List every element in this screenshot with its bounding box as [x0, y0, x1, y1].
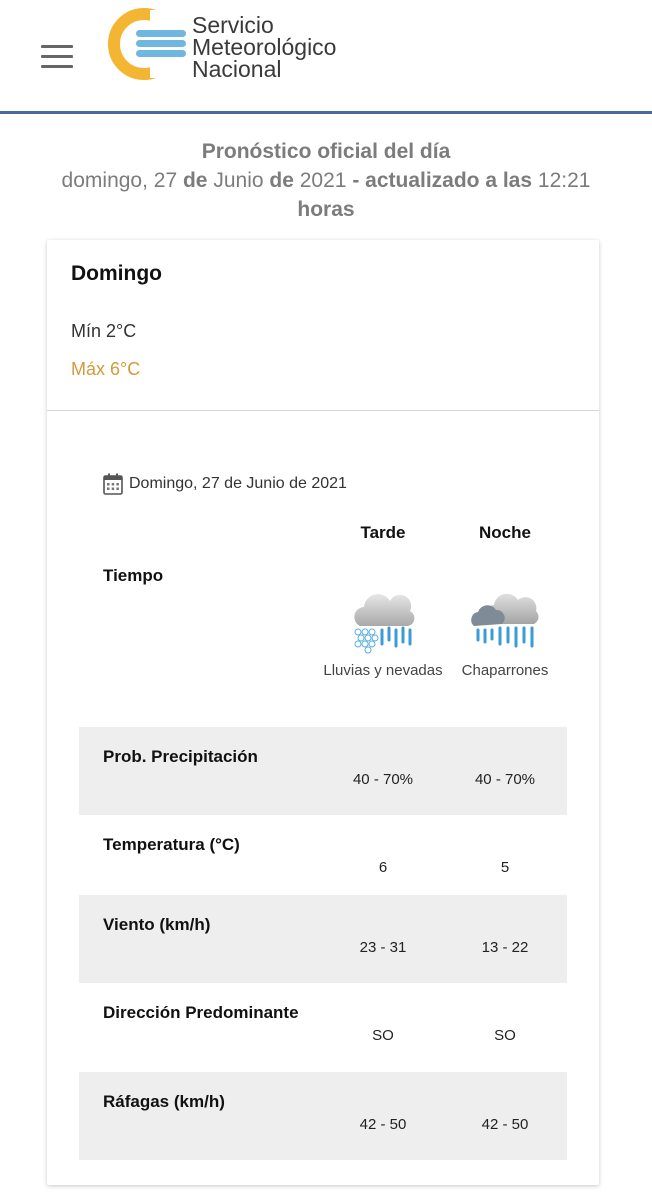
- row-value-noche: 5: [500, 859, 510, 876]
- row-value-noche: 42 - 50: [481, 1116, 529, 1133]
- row-value-noche: 13 - 22: [481, 939, 529, 956]
- hamburger-menu-icon[interactable]: [38, 42, 76, 70]
- max-temperature: Máx 6°C: [71, 359, 141, 379]
- table-row: [79, 1072, 567, 1160]
- table-row: [79, 815, 567, 903]
- row-label: Ráfagas (km/h): [103, 1092, 225, 1111]
- row-label: Dirección Predominante: [103, 1003, 299, 1022]
- brand-line-2: Meteorológico: [192, 34, 337, 60]
- weather-desc-tarde: Lluvias y nevadas: [323, 662, 443, 679]
- forecast-card: [47, 240, 599, 1185]
- table-row: [79, 895, 567, 983]
- weather-desc-noche: Chaparrones: [461, 662, 549, 679]
- row-value-tarde: 23 - 31: [359, 939, 407, 956]
- day-title: Domingo: [71, 262, 162, 285]
- forecast-date-text: Domingo, 27 de Junio de 2021: [129, 475, 347, 492]
- row-value-noche: SO: [494, 1027, 516, 1044]
- table-row: [79, 727, 567, 815]
- rain-snow-cloud-icon: [348, 590, 418, 660]
- calendar-icon: [103, 473, 123, 495]
- forecast-date-updated: domingo, 27 de Junio de 2021 - actualizado a las 12:21 horas: [61, 169, 591, 221]
- row-value-tarde: 40 - 70%: [352, 771, 414, 788]
- row-label: Temperatura (°C): [103, 835, 240, 854]
- row-value-noche: 40 - 70%: [474, 771, 536, 788]
- brand-name: [192, 14, 336, 80]
- min-temperature: Mín 2°C: [71, 321, 137, 341]
- showers-cloud-icon: [470, 590, 540, 660]
- row-value-tarde: 6: [378, 859, 388, 876]
- row-value-tarde: SO: [372, 1027, 394, 1044]
- tiempo-label: Tiempo: [103, 566, 164, 585]
- card-divider: [47, 410, 599, 411]
- column-header-noche: Noche: [479, 523, 531, 542]
- header-divider: [0, 111, 652, 114]
- row-label: Viento (km/h): [103, 915, 211, 934]
- app-header: [0, 0, 652, 111]
- smn-logo[interactable]: [106, 8, 190, 80]
- forecast-title: Pronóstico oficial del día: [201, 140, 451, 163]
- row-value-tarde: 42 - 50: [359, 1116, 407, 1133]
- column-header-tarde: Tarde: [360, 523, 406, 542]
- forecast-date: [103, 473, 347, 495]
- brand-line-3: Nacional: [192, 56, 282, 82]
- table-row: [79, 983, 567, 1071]
- forecast-intro: [0, 138, 652, 224]
- row-label: Prob. Precipitación: [103, 747, 258, 766]
- brand-line-1: Servicio: [192, 12, 274, 38]
